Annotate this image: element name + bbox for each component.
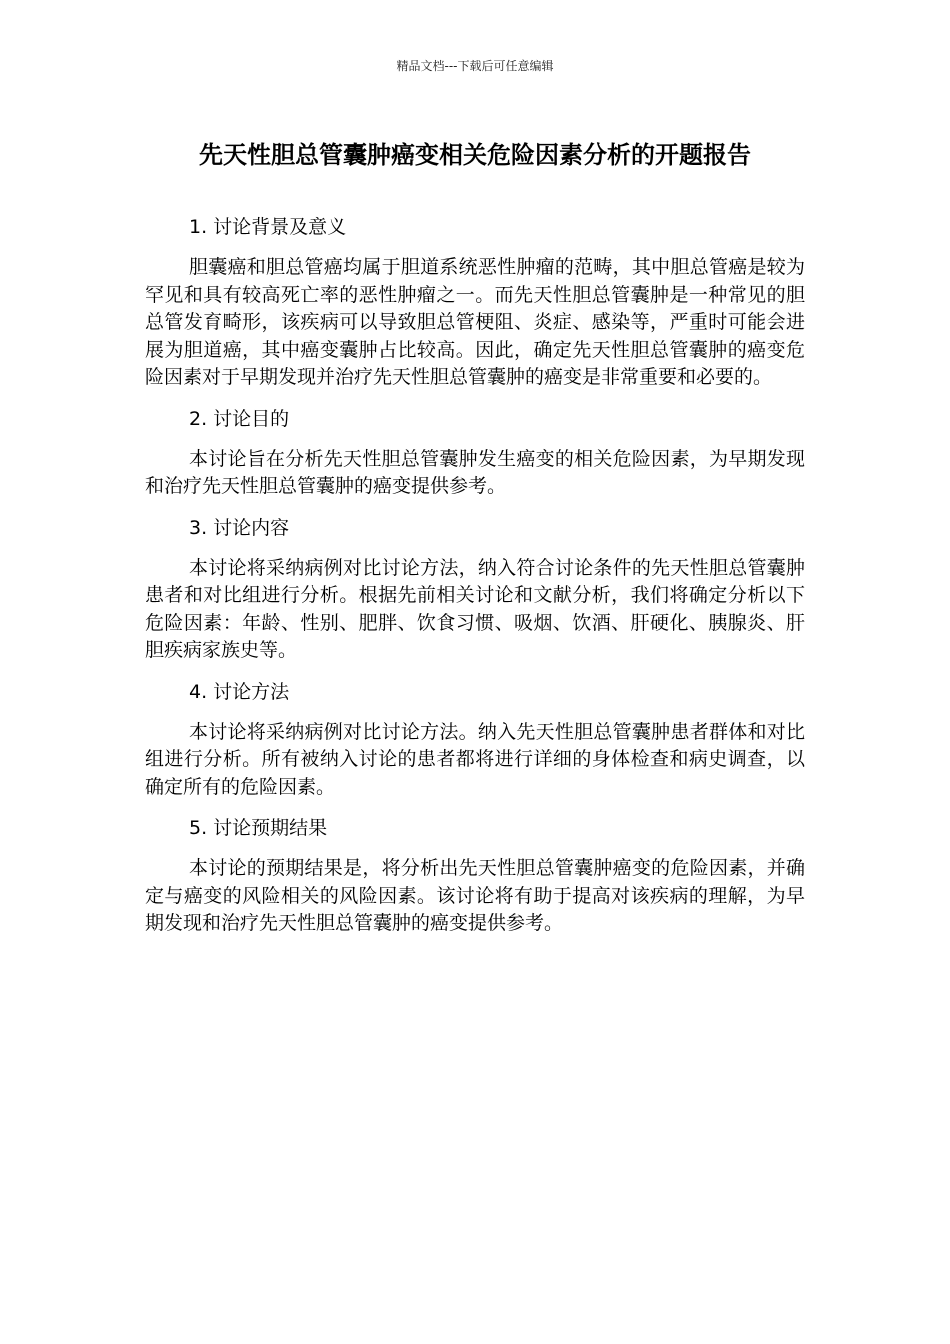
section-heading-background: 1. 讨论背景及意义 <box>189 216 347 238</box>
section-body-purpose: 本讨论旨在分析先天性胆总管囊肿发生癌变的相关危险因素，为早期发现和治疗先天性胆总管囊肿的癌变提供参考。 <box>145 447 805 497</box>
section-body-method: 本讨论将采纳病例对比讨论方法。纳入先天性胆总管囊肿患者群体和对比组进行分析。所有被纳入讨论的患者都将进行详细的身体检查和病史调查，以确定所有的危险因素。 <box>145 720 805 798</box>
section-heading-purpose: 2. 讨论目的 <box>189 407 290 430</box>
section-body-background: 胆囊癌和胆总管癌均属于胆道系统恶性肿瘤的范畴，其中胆总管癌是较为罕见和具有较高死亡率的恶性肿瘤之一。而先天性胆总管囊肿是一种常见的胆总管发育畸形，该疾病可以导致胆总管梗阻、炎症、感染等，严重时可能会进展为胆道癌，其中癌变囊肿占比较高。因此，确定先天性胆总管囊肿的癌变危险因素对于早期发现并治疗先天性胆总管囊肿的癌变是非常重要和必要的。 <box>145 256 805 388</box>
page-header-watermark: 精品文档---下载后可任意编辑 <box>396 59 554 73</box>
section-heading-expected-results: 5. 讨论预期结果 <box>189 817 328 839</box>
document-body <box>145 212 805 938</box>
section-heading-content: 3. 讨论内容 <box>189 516 290 539</box>
document-title: 先天性胆总管囊肿癌变相关危险因素分析的开题报告 <box>199 141 751 169</box>
section-body-content: 本讨论将采纳病例对比讨论方法，纳入符合讨论条件的先天性胆总管囊肿患者和对比组进行分析。根据先前相关讨论和文献分析，我们将确定分析以下危险因素：年龄、性别、肥胖、饮食习惯、吸烟、饮酒、肝硬化、胰腺炎、肝胆疾病家族史等。 <box>145 556 805 661</box>
section-heading-method: 4. 讨论方法 <box>189 680 290 703</box>
section-body-expected-results: 本讨论的预期结果是，将分析出先天性胆总管囊肿癌变的危险因素，并确定与癌变的风险相关的风险因素。该讨论将有助于提高对该疾病的理解，为早期发现和治疗先天性胆总管囊肿的癌变提供参考。 <box>145 857 805 934</box>
